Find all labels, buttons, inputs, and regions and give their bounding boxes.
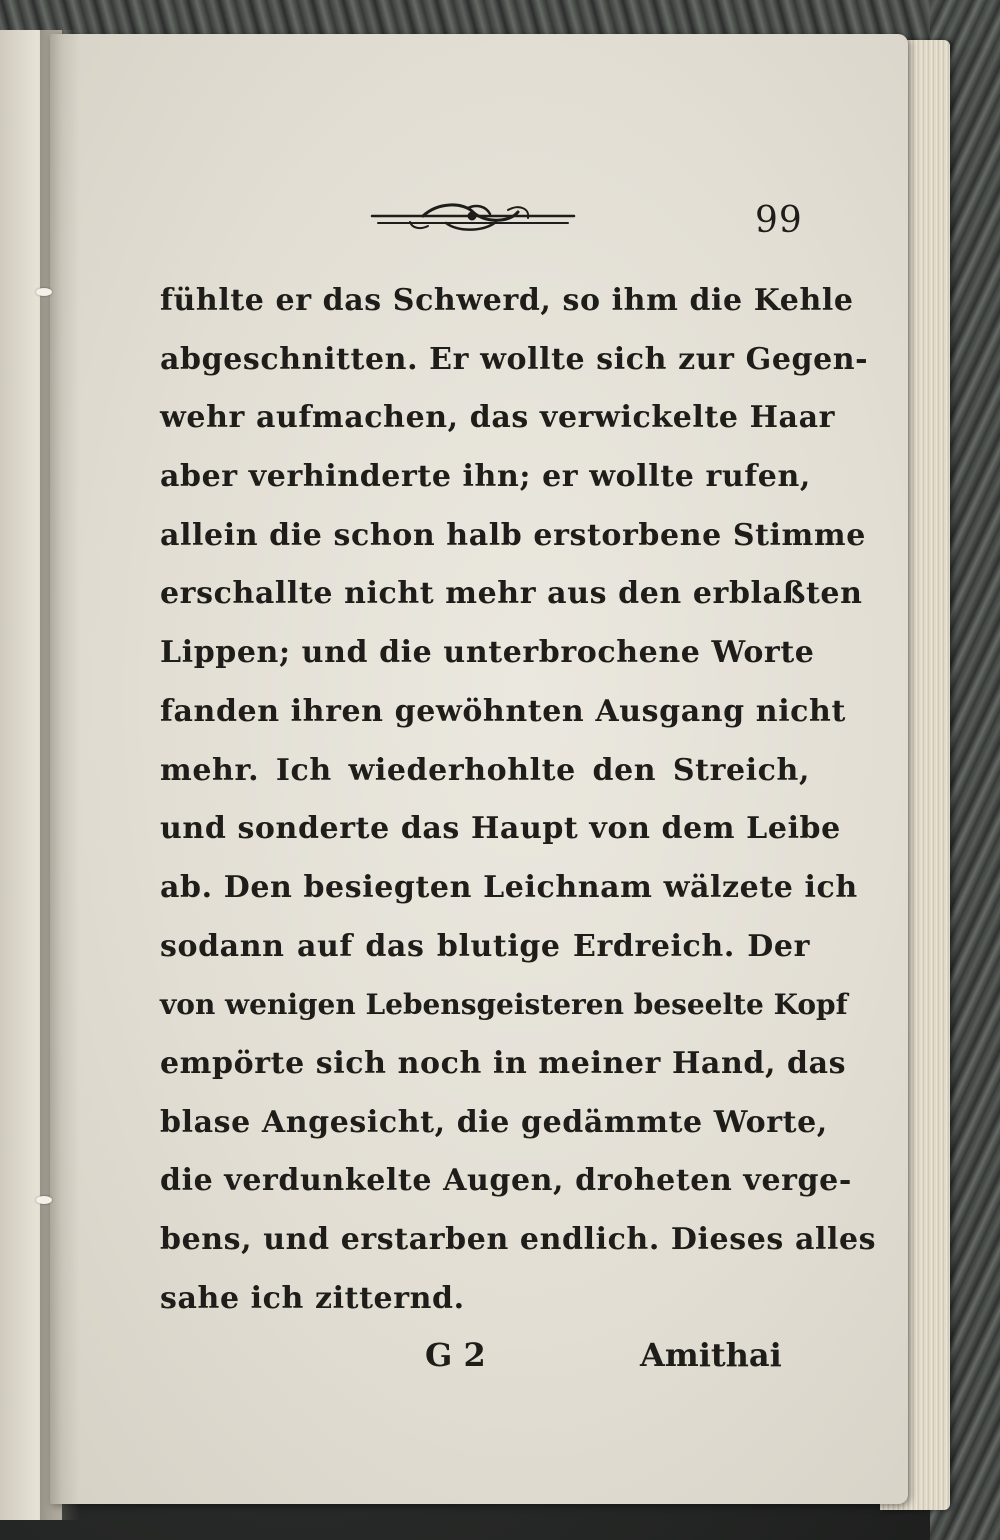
text-line: von wenigen Lebensgeisteren beseelte Kopf [160,988,848,1022]
book-page [50,34,908,1504]
page-footer [50,1330,908,1390]
text-line: ab. Den besiegten Leichnam wälzete ich [160,869,858,905]
page-body-text [160,272,877,1328]
text-line: mehr. Ich wiederhohlte den Streich, [160,752,810,788]
signature-mark: G 2 [425,1336,486,1374]
text-line: sahe ich zitternd. [160,1280,465,1316]
binding-thread-mark-bottom [36,1196,52,1204]
text-line: fanden ihren gewöhnten Ausgang nicht [160,693,846,729]
text-line: und sonderte das Haupt von dem Leibe [160,811,841,847]
text-line: abgeschnitten. Er wollte sich zur Gegen- [160,341,869,377]
catchword: Amithai [640,1336,782,1374]
ornamental-flourish-icon [368,198,578,238]
text-line: wehr aufmachen, das verwickelte Haar [160,400,836,436]
text-line: fühlte er das Schwerd, so ihm die Kehle [160,283,854,318]
text-line: empörte sich noch in meiner Hand, das [160,1045,847,1081]
text-line: sodann auf das blutige Erdreich. Der [160,928,810,964]
text-line: allein die schon halb erstorbene Stimme [160,517,866,553]
text-line: die verdunkelte Augen, droheten verge- [160,1163,852,1199]
text-line: bens, und erstarben endlich. Dieses alles [160,1222,877,1257]
text-line: erschallte nicht mehr aus den erblaßten [160,576,863,612]
text-line: aber verhinderte ihn; er wollte rufen, [160,459,811,495]
running-head [50,184,908,264]
text-line: blase Angesicht, die gedämmte Worte, [160,1104,828,1140]
binding-thread-mark-top [36,288,52,296]
text-line: Lippen; und die unterbrochene Worte [160,635,815,671]
page-number: 99 [755,200,803,241]
page-gutter-shadow [40,30,80,1520]
